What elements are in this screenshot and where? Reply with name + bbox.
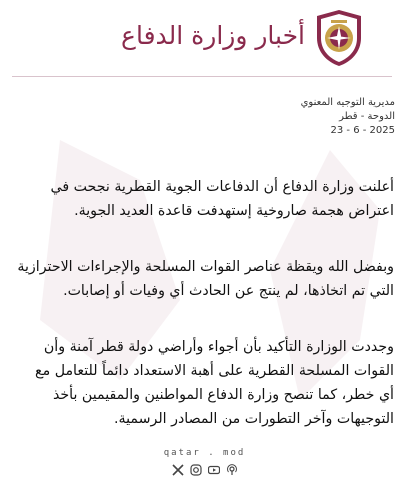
document-location: الدوحة - قطر	[339, 111, 395, 122]
social-icons	[0, 464, 409, 476]
document-meta	[175, 96, 395, 138]
instagram-icon[interactable]	[190, 464, 202, 476]
podcast-icon[interactable]	[226, 464, 238, 476]
ministry-news-title: أخبار وزارة الدفاع	[121, 21, 305, 50]
department-name: مديرية التوجيه المعنوي	[300, 97, 395, 108]
paragraph-2: وبفضل الله ويقظة عناصر القوات المسلحة والإجراءات الاحترازية التي تم اتخاذها، لم ينتج عن الحادث أي وفيات أو إصابات.	[17, 259, 394, 299]
statement-body	[16, 175, 394, 463]
footer	[0, 446, 409, 486]
document-date: 2025 - 6 - 23	[330, 125, 395, 136]
social-handle: qatar . mod	[163, 448, 246, 458]
youtube-icon[interactable]	[208, 464, 220, 476]
paragraph-3: وجددت الوزارة التأكيد بأن أجواء وأراضي دولة قطر آمنة وأن القوات المسلحة القطرية على أهبة الاستعداد دائماً للتعامل مع أي خطر، كما تنصح وزارة الدفاع المواطنين والمقيمين بأخذ التوجيهات وآخر التطورات من المصادر الرسمية.	[35, 339, 394, 427]
x-icon[interactable]	[172, 464, 184, 476]
paragraph-1: أعلنت وزارة الدفاع أن الدفاعات الجوية القطرية نجحت في اعتراض هجمة صاروخية إستهدفت قاعدة العديد الجوية.	[50, 179, 394, 219]
ministry-emblem-icon	[313, 8, 365, 68]
header-divider	[12, 76, 392, 77]
header	[0, 0, 409, 88]
